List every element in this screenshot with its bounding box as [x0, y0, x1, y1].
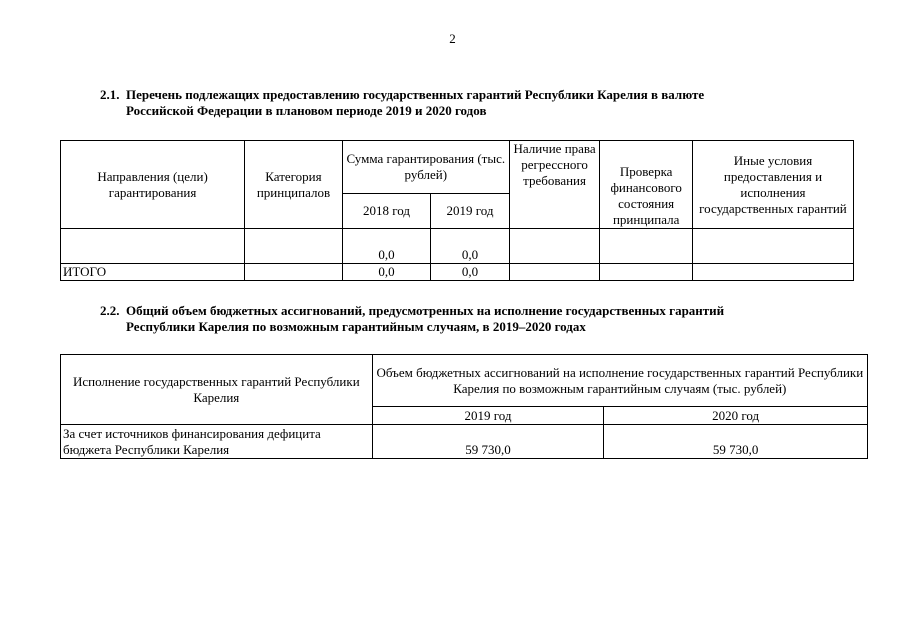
table-row — [61, 425, 868, 459]
header-sum: Сумма гарантирования (тыс. рублей) — [342, 141, 509, 194]
section-title-line2: Российской Федерации в плановом периоде 2019 и 2020 годов — [126, 103, 487, 118]
total-label: ИТОГО — [61, 264, 245, 281]
cell-empty — [245, 229, 343, 264]
header-volume: Объем бюджетных ассигнований на исполнение государственных гарантий Республики Карелия по возможным гарантийным случаям (тыс. рублей) — [372, 355, 867, 407]
cell-value-2019: 59 730,0 — [372, 425, 604, 459]
cell-value-2019: 0,0 — [431, 229, 509, 264]
header-check: Проверка финансового состояния принципала — [600, 141, 693, 229]
cell-empty — [245, 264, 343, 281]
total-row — [61, 264, 854, 281]
budget-allocations-table — [60, 354, 868, 459]
cell-empty — [509, 229, 600, 264]
header-directions: Направления (цели) гарантирования — [61, 141, 245, 229]
section-title-line1: Общий объем бюджетных ассигнований, предусмотренных на исполнение государственных гарантий — [126, 303, 725, 318]
section-number: 2.1. — [100, 87, 120, 102]
cell-empty — [600, 264, 693, 281]
row-label: За счет источников финансирования дефицита бюджета Республики Карелия — [61, 425, 373, 459]
total-value-2019: 0,0 — [431, 264, 509, 281]
table-row — [61, 229, 854, 264]
section-2-2-title — [100, 303, 840, 335]
cell-empty — [509, 264, 600, 281]
cell-empty — [61, 229, 245, 264]
header-year-2019: 2019 год — [431, 194, 509, 229]
cell-empty — [692, 229, 853, 264]
section-number: 2.2. — [100, 303, 120, 318]
total-value-2018: 0,0 — [342, 264, 431, 281]
header-regress: Наличие права регрессного требования — [509, 141, 600, 229]
header-other: Иные условия предоставления и исполнения государственных гарантий — [692, 141, 853, 229]
guarantees-table — [60, 140, 854, 281]
section-title-line2: Республики Карелия по возможным гарантийным случаям, в 2019–2020 годах — [126, 319, 586, 334]
header-year-2018: 2018 год — [342, 194, 431, 229]
section-2-1-title — [100, 87, 820, 119]
header-year-2020: 2020 год — [604, 407, 868, 425]
header-category: Категория принципалов — [245, 141, 343, 229]
cell-empty — [600, 229, 693, 264]
page-number: 2 — [449, 31, 456, 46]
cell-value-2020: 59 730,0 — [604, 425, 868, 459]
cell-empty — [692, 264, 853, 281]
section-title-line1: Перечень подлежащих предоставлению государственных гарантий Республики Карелия в валюте — [126, 87, 705, 102]
header-execution: Исполнение государственных гарантий Республики Карелия — [61, 355, 373, 425]
header-year-2019: 2019 год — [372, 407, 604, 425]
cell-value-2018: 0,0 — [342, 229, 431, 264]
